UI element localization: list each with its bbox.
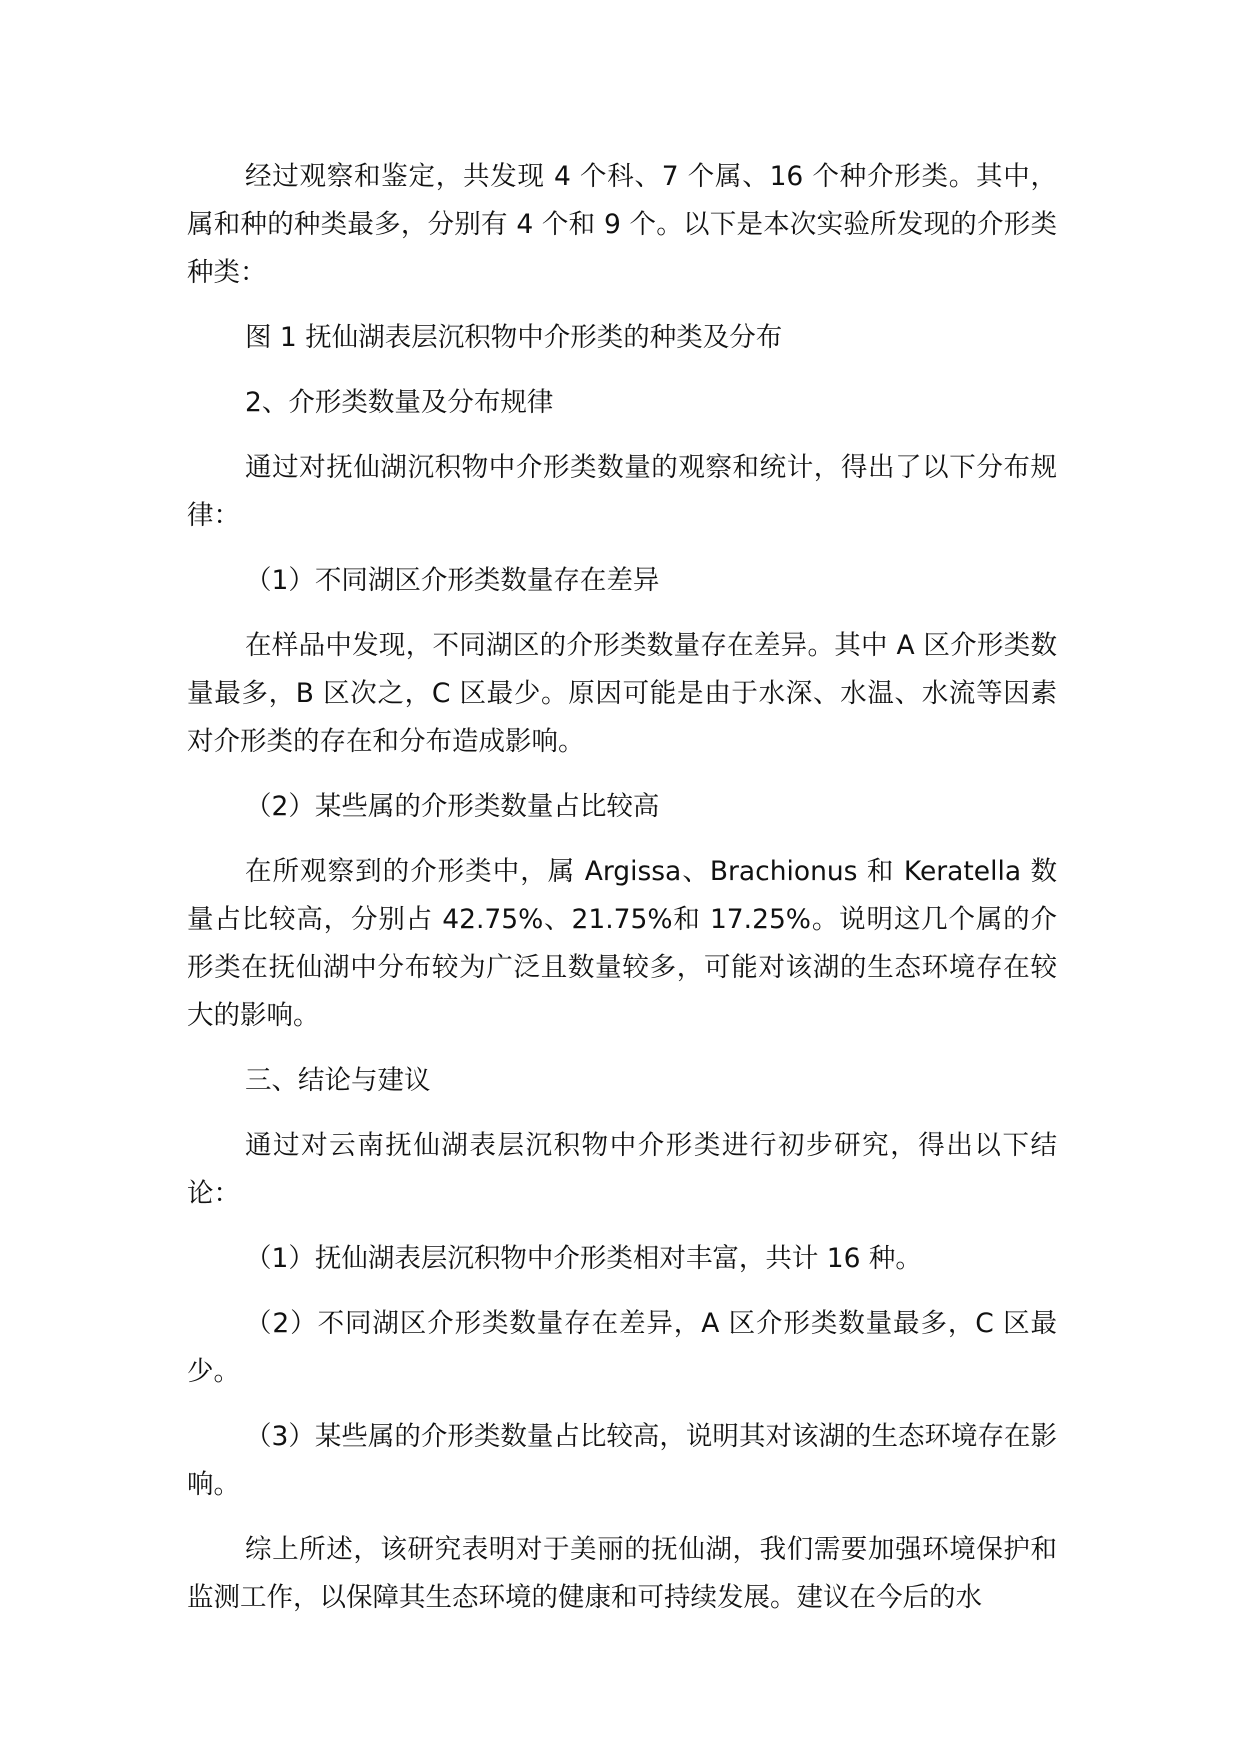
paragraph-quantity-intro: 通过对抚仙湖沉积物中介形类数量的观察和统计，得出了以下分布规律： [187,452,1057,531]
paragraph-genus-proportion: 在所观察到的介形类中，属 Argissa、Brachionus 和 Keratella 数量占比较高，分别占 42.75%、21.75%和 17.25%。说明这几个属的介形类在抚仙湖中分布较为广泛且数量较多，可能对该湖的生态环境存在较大的影响。 [187,856,1057,1031]
conclusion-item-3: （3）某些属的介形类数量占比较高，说明其对该湖的生态环境存在影响。 [187,1421,1057,1500]
figure-caption: 图 1 抚仙湖表层沉积物中介形类的种类及分布 [245,322,783,353]
conclusion-item-1: （1）抚仙湖表层沉积物中介形类相对丰富，共计 16 种。 [245,1243,922,1274]
section-heading-conclusion: 三、结论与建议 [245,1065,431,1096]
subheading-lake-zones: （1）不同湖区介形类数量存在差异 [245,565,660,596]
paragraph-conclusion-intro: 通过对云南抚仙湖表层沉积物中介形类进行初步研究，得出以下结论： [187,1130,1057,1209]
paragraph-summary: 综上所述，该研究表明对于美丽的抚仙湖，我们需要加强环境保护和监测工作，以保障其生态环境的健康和可持续发展。建议在今后的水 [187,1534,1057,1613]
conclusion-item-2: （2）不同湖区介形类数量存在差异，A 区介形类数量最多，C 区最少。 [187,1308,1057,1387]
document-body [187,153,1057,1639]
paragraph-species-summary: 经过观察和鉴定，共发现 4 个科、7 个属、16 个种介形类。其中，属和种的种类最多，分别有 4 个和 9 个。以下是本次实验所发现的介形类种类： [187,161,1057,288]
section-heading-quantity: 2、介形类数量及分布规律 [245,387,554,418]
subheading-genus-proportion: （2）某些属的介形类数量占比较高 [245,791,660,822]
paragraph-lake-zones: 在样品中发现，不同湖区的介形类数量存在差异。其中 A 区介形类数量最多，B 区次之，C 区最少。原因可能是由于水深、水温、水流等因素对介形类的存在和分布造成影响。 [187,630,1057,757]
